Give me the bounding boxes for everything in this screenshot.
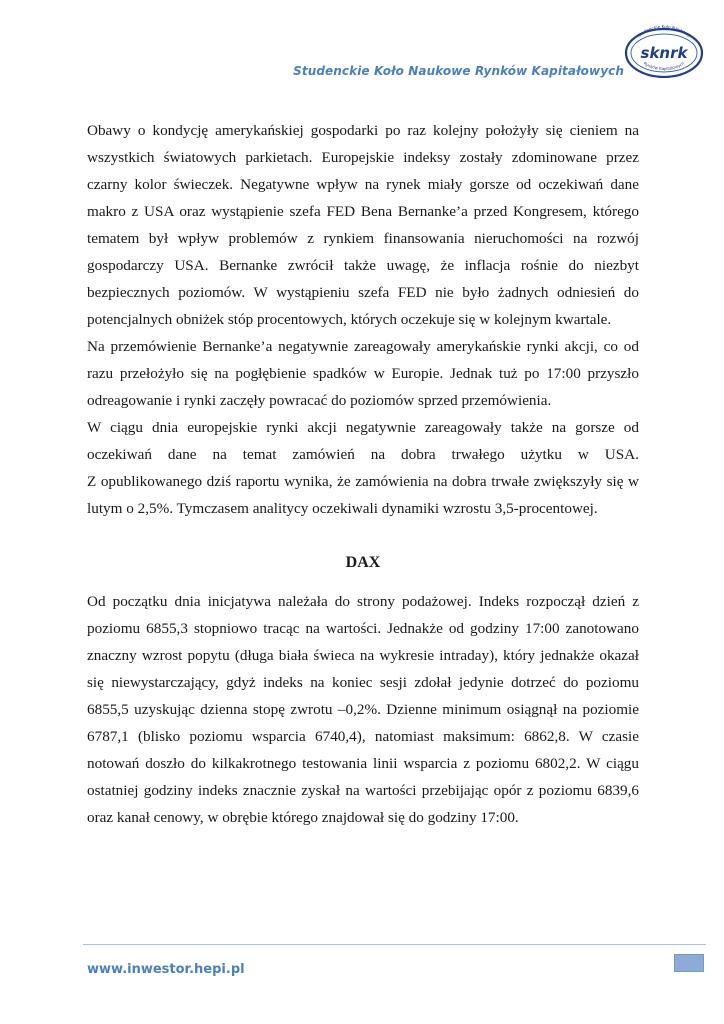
footer-divider: [83, 944, 706, 945]
body-paragraph: Na przemówienie Bernanke’a negatywnie zareagowały amerykańskie rynki akcji, co od razu przełożyło się na pogłębienie spadków w Europie. Jednak tuż po 17:00 przyszło odreagowanie i rynki zaczęły powracać do poziomów sprzed przemówienia.: [87, 338, 639, 409]
footer-website-link[interactable]: www.inwestor.hepi.pl: [87, 962, 245, 977]
section-title: DAX: [345, 554, 381, 571]
page-number: 17: [674, 954, 704, 972]
logo-bottom-text: Rynków Kapitałowych: [642, 60, 686, 72]
svg-text:Studenckie Koło Naukowe: [636, 24, 691, 39]
body-paragraph: Obawy o kondycję amerykańskiej gospodarki po raz kolejny położyły się cieniem na wszystkich światowych parkietach. Europejskie indeksy zostały zdominowane przez czarny kolor świeczek. Negatywne wpływ na rynek miały gorsze od oczekiwań dane makro z USA oraz wystąpienie szefa FED Bena Bernanke’a przed Kongresem, którego tematem był wpływ problemów z rynkiem finansowania nieruchomości na rozwój gospodarczy USA. Bernanke zwrócił także uwagę, że inflacja rośnie do niezbyt bezpiecznych poziomów. W wystąpieniu szefa FED nie było żadnych odniesień do potencjalnych obniżek stóp procentowych, których oczekuje się w kolejnym kwartale.: [87, 122, 639, 328]
logo-top-text: Studenckie Koło Naukowe: [636, 23, 692, 39]
logo-text: sknrk: [640, 44, 688, 62]
body-paragraph: Z opublikowanego dziś raportu wynika, że zamówienia na dobra trwałe zwiększyły się w lutym o 2,5%. Tymczasem analitycy oczekiwali dynamiki wzrostu 3,5-procentowej.: [87, 473, 639, 517]
dax-paragraph: Od początku dnia inicjatywa należała do strony podażowej. Indeks rozpoczął dzień z poziomu 6855,3 stopniowo tracąc na wartości. Jednakże od godziny 17:00 zanotowano znaczny wzrost popytu (długa biała świeca na wykresie intraday), który jednakże okazał się niewystarczający, gdyż indeks na koniec sesji zdołał jedynie dotrzeć do poziomu 6855,5 uzyskując dzienna stopę zwrotu –0,2%. Dzienne minimum osiągnął na poziomie 6787,1 (blisko poziomu wsparcia 6740,4), natomiast maksimum: 6862,8. W czasie notowań doszło do kilkakrotnego testowania linii wsparcia z poziomu 6802,2. W ciągu ostatniej godziny indeks znacznie zyskał na wartości przebijając opór z poziomu 6839,6 oraz kanał cenowy, w obrębie którego znajdował się do godziny 17:00.: [87, 593, 639, 826]
header-org-name: Studenckie Koło Naukowe Rynków Kapitałowych: [293, 64, 624, 78]
sknrk-logo: [620, 20, 708, 78]
body-paragraph: W ciągu dnia europejskie rynki akcji negatywnie zareagowały także na gorsze od oczekiwań dane na temat zamówień na dobra trwałego użytku w USA.: [87, 419, 639, 463]
document-body: [87, 117, 639, 831]
